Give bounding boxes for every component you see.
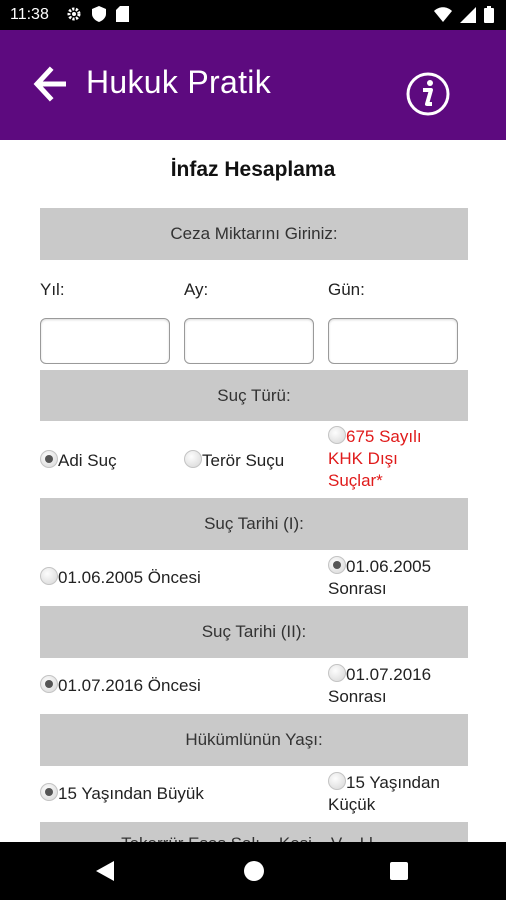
- radio-label-line: Sonrası: [328, 687, 387, 706]
- radio-unchecked-icon: [328, 664, 346, 682]
- radio-adi-suc[interactable]: [40, 450, 117, 472]
- radio-01062005-sonrasi[interactable]: [328, 556, 431, 600]
- radio-15-yasindan-kucuk[interactable]: [328, 772, 440, 816]
- suc-tarihi-2-header: Suç Tarihi (II):: [40, 606, 468, 658]
- radio-label: 01.06.2005 Öncesi: [58, 568, 201, 587]
- radio-checked-icon: [40, 783, 58, 801]
- gun-input[interactable]: [328, 318, 458, 364]
- radio-label-line: 01.06.2005: [346, 557, 432, 576]
- radio-label-line: KHK Dışı: [328, 449, 398, 468]
- radio-label: Adi Suç: [58, 451, 117, 470]
- ay-label: Ay:: [184, 280, 209, 299]
- radio-label-line: 01.07.2016: [346, 665, 432, 684]
- radio-01072016-oncesi[interactable]: [40, 675, 201, 697]
- nav-bar: [0, 842, 506, 900]
- wifi-icon: [434, 7, 452, 23]
- info-button[interactable]: [404, 70, 452, 118]
- radio-label-line: Küçük: [328, 795, 376, 814]
- yil-label: Yıl:: [40, 280, 65, 299]
- radio-15-yasindan-buyuk[interactable]: [40, 783, 204, 805]
- suc-tarihi-1-header: Suç Tarihi (I):: [40, 498, 468, 550]
- radio-01072016-sonrasi[interactable]: [328, 664, 431, 708]
- nav-recent-icon[interactable]: [390, 862, 408, 880]
- ay-input[interactable]: [184, 318, 314, 364]
- radio-label-line: Suçlar*: [328, 471, 383, 490]
- nav-home-icon[interactable]: [244, 861, 264, 881]
- page-title: İnfaz Hesaplama: [170, 158, 336, 181]
- radio-checked-icon: [40, 450, 58, 468]
- hukumlu-yasi-header: Hükümlünün Yaşı:: [40, 714, 468, 766]
- sd-card-icon: [116, 6, 129, 22]
- radio-khk-disi-suclar[interactable]: [328, 426, 422, 492]
- radio-checked-icon: [328, 556, 346, 574]
- radio-unchecked-icon: [40, 567, 58, 585]
- radio-label: 15 Yaşından Büyük: [58, 784, 204, 803]
- radio-label: Terör Suçu: [202, 451, 285, 470]
- status-bar: [0, 0, 506, 30]
- gear-icon: [66, 6, 82, 22]
- app-title: Hukuk Pratik: [86, 64, 271, 100]
- radio-label-line: 675 Sayılı: [346, 427, 422, 446]
- back-button[interactable]: [32, 64, 72, 104]
- info-circle-icon: [404, 70, 452, 118]
- arrow-left-icon: [32, 64, 72, 104]
- radio-01062005-oncesi[interactable]: [40, 567, 201, 589]
- shield-icon: [92, 6, 106, 22]
- radio-unchecked-icon: [184, 450, 202, 468]
- radio-label-line: 15 Yaşından: [346, 773, 440, 792]
- yil-input[interactable]: [40, 318, 170, 364]
- radio-label-line: Sonrası: [328, 579, 387, 598]
- radio-label: 01.07.2016 Öncesi: [58, 676, 201, 695]
- content-area: [0, 140, 506, 842]
- status-time: 11:38: [10, 6, 49, 23]
- app-bar: [0, 30, 506, 140]
- radio-unchecked-icon: [328, 426, 346, 444]
- ceza-header: Ceza Miktarını Giriniz:: [40, 208, 468, 260]
- battery-icon: [484, 6, 494, 23]
- radio-unchecked-icon: [328, 772, 346, 790]
- signal-icon: [460, 7, 476, 23]
- radio-teror-sucu[interactable]: [184, 450, 284, 472]
- suc-turu-header: Suç Türü:: [40, 370, 468, 421]
- nav-back-icon[interactable]: [96, 861, 114, 881]
- radio-checked-icon: [40, 675, 58, 693]
- gun-label: Gün:: [328, 280, 365, 299]
